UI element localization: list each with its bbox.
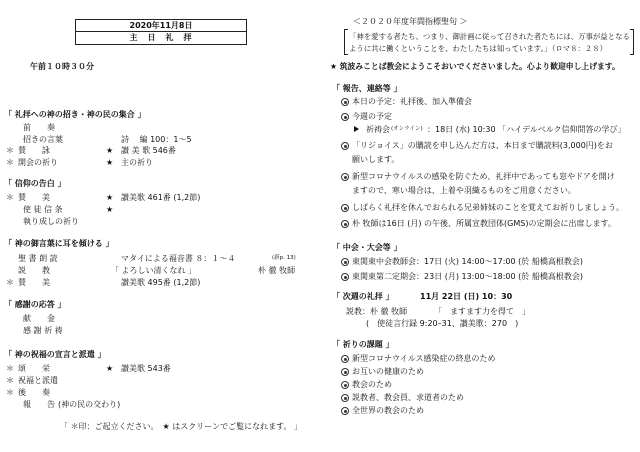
prayer-item: 教会のため [352,380,392,389]
service-date: 2020年11月8日 [129,21,193,30]
announcements-title: 「 報告、連絡等 」 [332,84,402,93]
prayer-item: 全世界の教会のため [352,406,424,415]
item-detail: (神の民の交わり) [58,400,121,409]
item-detail: 讃美歌 461番 (1,2節) [121,193,201,202]
item-label: 賛 詠 [18,146,50,155]
item-label: 聖 書 朗 読 [18,254,58,263]
announcement-text: 今週の予定 [352,112,392,121]
item-detail: 詩 編 100：1～5 [121,135,192,144]
item-label: 賛 美 [18,193,50,202]
item-label: 報 告 [23,400,55,409]
circle-bullet-icon [341,394,349,402]
announcement-text: ますので、寒い場合は、上着や羽織るものをご用意ください。 [352,186,576,195]
online-tag: (オンライン) [391,126,423,132]
circle-bullet-icon [341,98,349,106]
screen-star-icon: ★ [106,205,114,214]
item-label: 前 奏 [23,123,55,132]
section-title: 「 神の御言葉に耳を傾ける 」 [4,239,114,248]
next-sermon-readings: ( 使徒言行録 9:20–31、讃美歌：270 ) [366,319,519,328]
circle-bullet-icon [341,407,349,415]
item-label: 招きの言葉 [23,135,63,144]
verse-line: 「神を愛する者たち、つまり、御計画に従って召された者たちには、万事が益となる [349,32,630,41]
next-worship-date: 11月 22日 (日) 10：30 [420,292,513,301]
circle-bullet-icon [341,355,349,363]
meeting-text: 東関東第二定期会：23日 (月) 13:00～18:00 (於 船橋高根教会) [352,272,583,281]
item-label: 開会の祈り [18,158,58,167]
section-title: 「 礼拝への神の招き・神の民の集合 」 [4,110,146,119]
standing-mark: ＊ [6,364,14,373]
verse-title: ＜２０２０年度年間指標聖句 ＞ [353,17,468,26]
standing-mark: ＊ [6,146,14,155]
title-divider [76,31,246,32]
prayer-meeting-detail: ：18日 (水) 10:30 「ハイデルベルク信仰問答の学び」 [427,125,626,134]
circle-bullet-icon [341,173,349,181]
item-label: 説 教 [18,266,50,275]
prayer-item: お互いの健康のため [352,367,424,376]
circle-bullet-icon [341,368,349,376]
verse-bracket-right [630,29,634,55]
item-label: 執り成しの祈り [23,217,79,226]
item-label: 後 奏 [18,388,50,397]
circle-bullet-icon [341,273,349,281]
announcement-text: 「リジョイス」の購読を申し込んだ方は、本日まで購読料(3,000円)をお [352,141,613,150]
next-sermon-title: 「 ますます力を得て 」 [434,307,530,316]
circle-bullet-icon [341,258,349,266]
item-detail: 讃美歌 543番 [121,364,171,373]
item-label: 賛 美 [18,278,50,287]
item-label: 感 謝 祈 祷 [23,326,63,335]
item-label: 祝福と派遣 [18,376,58,385]
section-title: 「 感謝の応答 」 [4,300,66,309]
next-sermon-preacher: 説教：朴 徹 牧師 [346,307,408,316]
service-title: 主 日 礼 拝 [129,33,193,42]
screen-star-icon: ★ [106,146,114,155]
item-label: 使 徒 信 条 [23,205,63,214]
verse-bracket-left [344,29,348,55]
footnote: 「 ＊印：ご起立ください。 ★ はスクリーンでご覧になれます。 」 [60,422,302,431]
prayer-meeting-label: 祈祷会 [366,125,390,134]
prayer-item: 説教者、教会員、求道者のため [352,393,464,402]
item-detail: 主の祈り [121,158,153,167]
section-title: 「 信仰の告白 」 [4,179,66,188]
service-time: 午前１０時３０分 [30,62,94,71]
screen-star-icon: ★ [106,364,114,373]
prayers-title: 「 祈りの課題 」 [332,340,394,349]
page-reference: (新p. 13) [272,255,296,261]
circle-bullet-icon [341,204,349,212]
welcome-message: ★ 筑波みことば教会にようこそおいでくださいました。心より歓迎申し上げます。 [330,62,620,71]
circle-bullet-icon [341,113,349,121]
standing-mark: ＊ [6,376,14,385]
meeting-text: 東関東中会教師会：17日 (火) 14:00～17:00 (於 船橋高根教会) [352,257,583,266]
circle-bullet-icon [341,142,349,150]
screen-star-icon: ★ [106,158,114,167]
item-detail: 讃美歌 495番 (1,2節) [121,278,201,287]
item-detail: 讃 美 歌 546番 [121,146,176,155]
prayer-item: 新型コロナウイルス感染症の終息のため [352,354,496,363]
item-detail: マタイによる福音書 ８：１～４ [121,254,236,263]
announcement-text: しばらく礼拝を休んでおられる兄弟姉妹のことを覚えてお祈りしましょう。 [352,203,624,212]
announcement-text: 本日の予定：礼拝後、加入準備会 [352,97,472,106]
standing-mark: ＊ [6,278,14,287]
triangle-bullet-icon [354,126,359,132]
announcement-text: 朴 牧師は16日 (月) の午後、所属宣教団体(GMS)の定期会に出席します。 [352,219,616,228]
standing-mark: ＊ [6,158,14,167]
item-label: 献 金 [23,314,55,323]
circle-bullet-icon [341,381,349,389]
standing-mark: ＊ [6,193,14,202]
announcement-text: 新型コロナウイルスの感染を防ぐため、礼拝中であっても窓やドアを開け [352,172,615,181]
next-worship-title: 「 次週の礼拝 」 [332,292,394,301]
item-label: 頌 栄 [18,364,50,373]
preacher-name: 朴 徹 牧師 [258,266,296,275]
sermon-title: 「 よろしい清くなれ 」 [111,266,197,275]
standing-mark: ＊ [6,388,14,397]
verse-line: ように共に働くということを、わたしたちは知っています。」（ロマ８：２８） [349,44,608,53]
section-title: 「 神の祝福の宣言と派遣 」 [4,350,106,359]
screen-star-icon: ★ [106,193,114,202]
circle-bullet-icon [341,220,349,228]
meetings-title: 「 中会・大会等 」 [332,243,402,252]
announcement-text: 願いします。 [352,155,400,164]
